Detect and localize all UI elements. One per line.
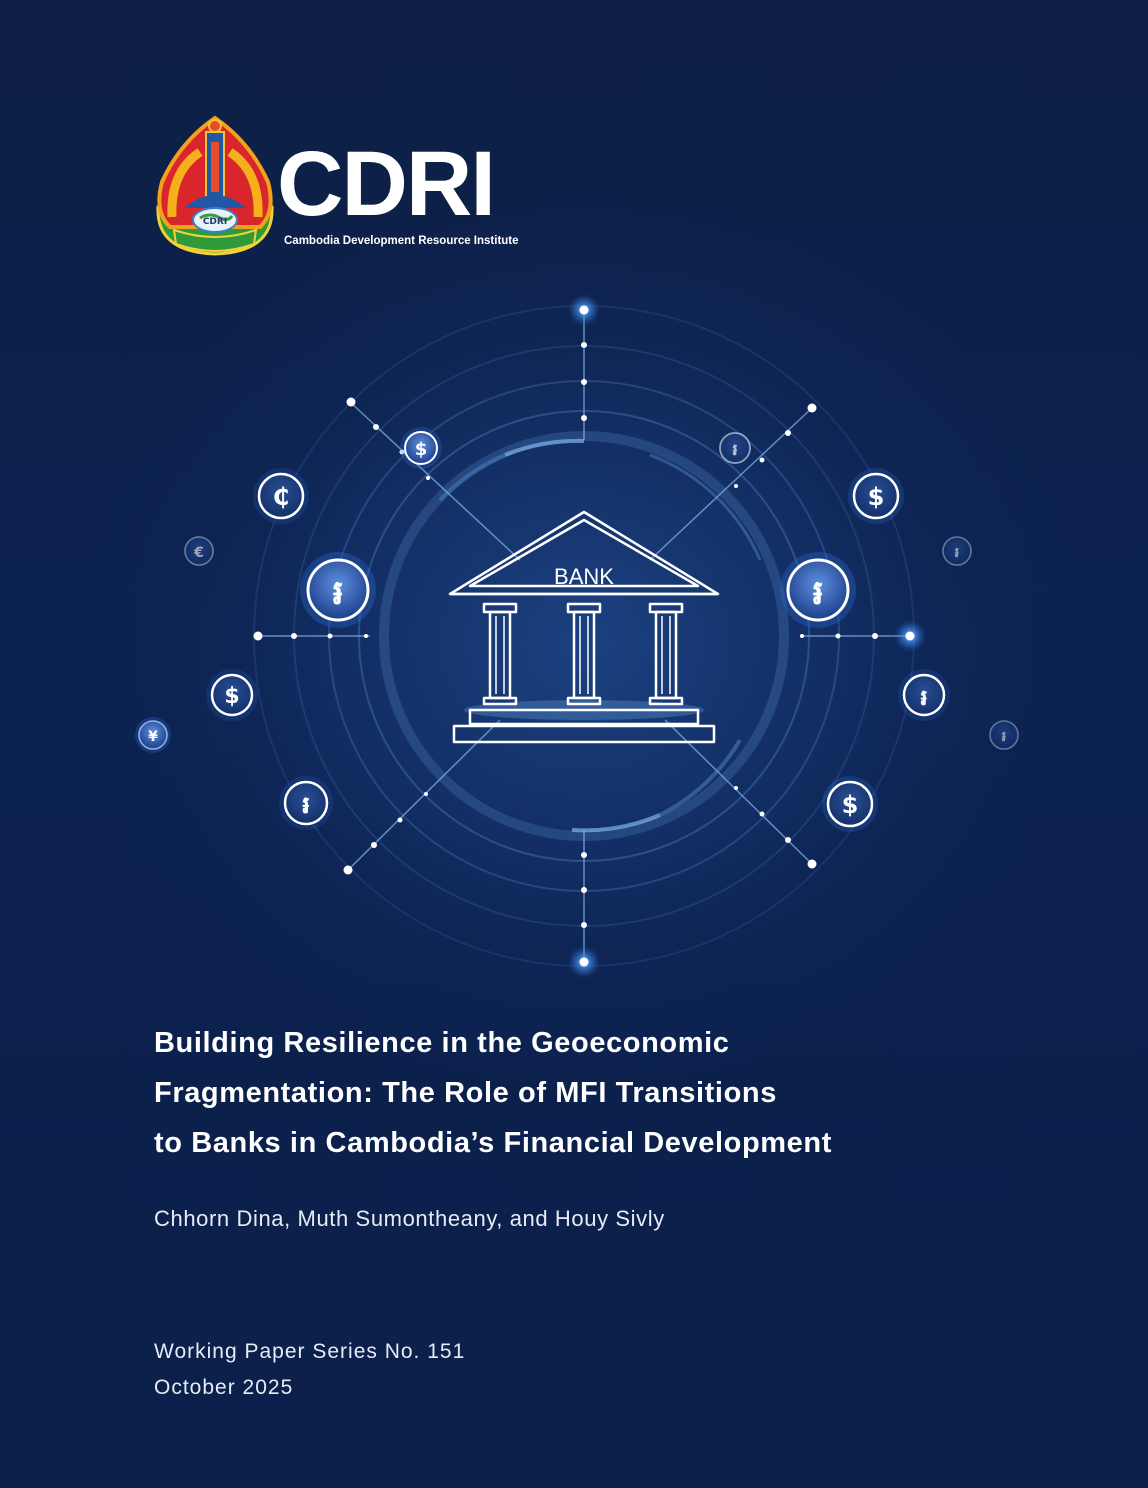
publication-date: October 2025 [154,1376,294,1399]
riel-coin-icon [898,669,950,721]
svg-text:៛: ៛ [954,545,960,561]
riel-coin-icon [943,537,971,565]
svg-text:$: $ [841,791,859,819]
riel-coin-icon [720,433,750,463]
cedi-coin-icon [253,468,309,524]
svg-text:៛: ៛ [1001,729,1007,745]
bank-label: BANK [554,564,614,589]
title-line: Building Resilience in the Geoeconomic [154,1027,730,1059]
svg-text:៛: ៛ [332,573,344,613]
svg-text:$: $ [867,483,885,511]
dollar-coin-icon [848,468,904,524]
svg-text:€: € [194,545,204,561]
svg-text:៛: ៛ [920,686,928,711]
euro-coin-icon [185,537,213,565]
bank-building-icon [450,512,718,742]
logo-wordmark: CDRI [277,133,494,235]
title-line: Fragmentation: The Role of MFI Transitions [154,1077,777,1109]
svg-text:$: $ [224,684,240,709]
dollar-coin-icon [206,669,258,721]
dollar-coin-icon [400,427,442,469]
svg-text:៛: ៛ [812,573,824,613]
publication-info [154,1334,465,1406]
riel-coin-icon [780,552,856,628]
authors: Chhorn Dina, Muth Sumontheany, and Houy Sivly [154,1206,665,1231]
riel-coin-icon [300,552,376,628]
logo-subtitle: Cambodia Development Resource Institute [284,235,519,247]
title-line: to Banks in Cambodia’s Financial Development [154,1127,832,1159]
svg-text:₵: ₵ [272,483,290,511]
svg-text:៛: ៛ [732,440,738,459]
yen-coin-icon [135,717,171,753]
dollar-coin-icon [822,776,878,832]
paper-title [154,1018,1054,1168]
series-label: Working Paper Series No. 151 [154,1340,466,1363]
riel-coin-icon [990,721,1018,749]
svg-text:៛: ៛ [302,791,310,819]
emblem-text: CDRI [202,217,228,227]
svg-text:$: $ [414,439,428,460]
svg-text:¥: ¥ [148,729,158,745]
riel-coin-icon [279,776,333,830]
